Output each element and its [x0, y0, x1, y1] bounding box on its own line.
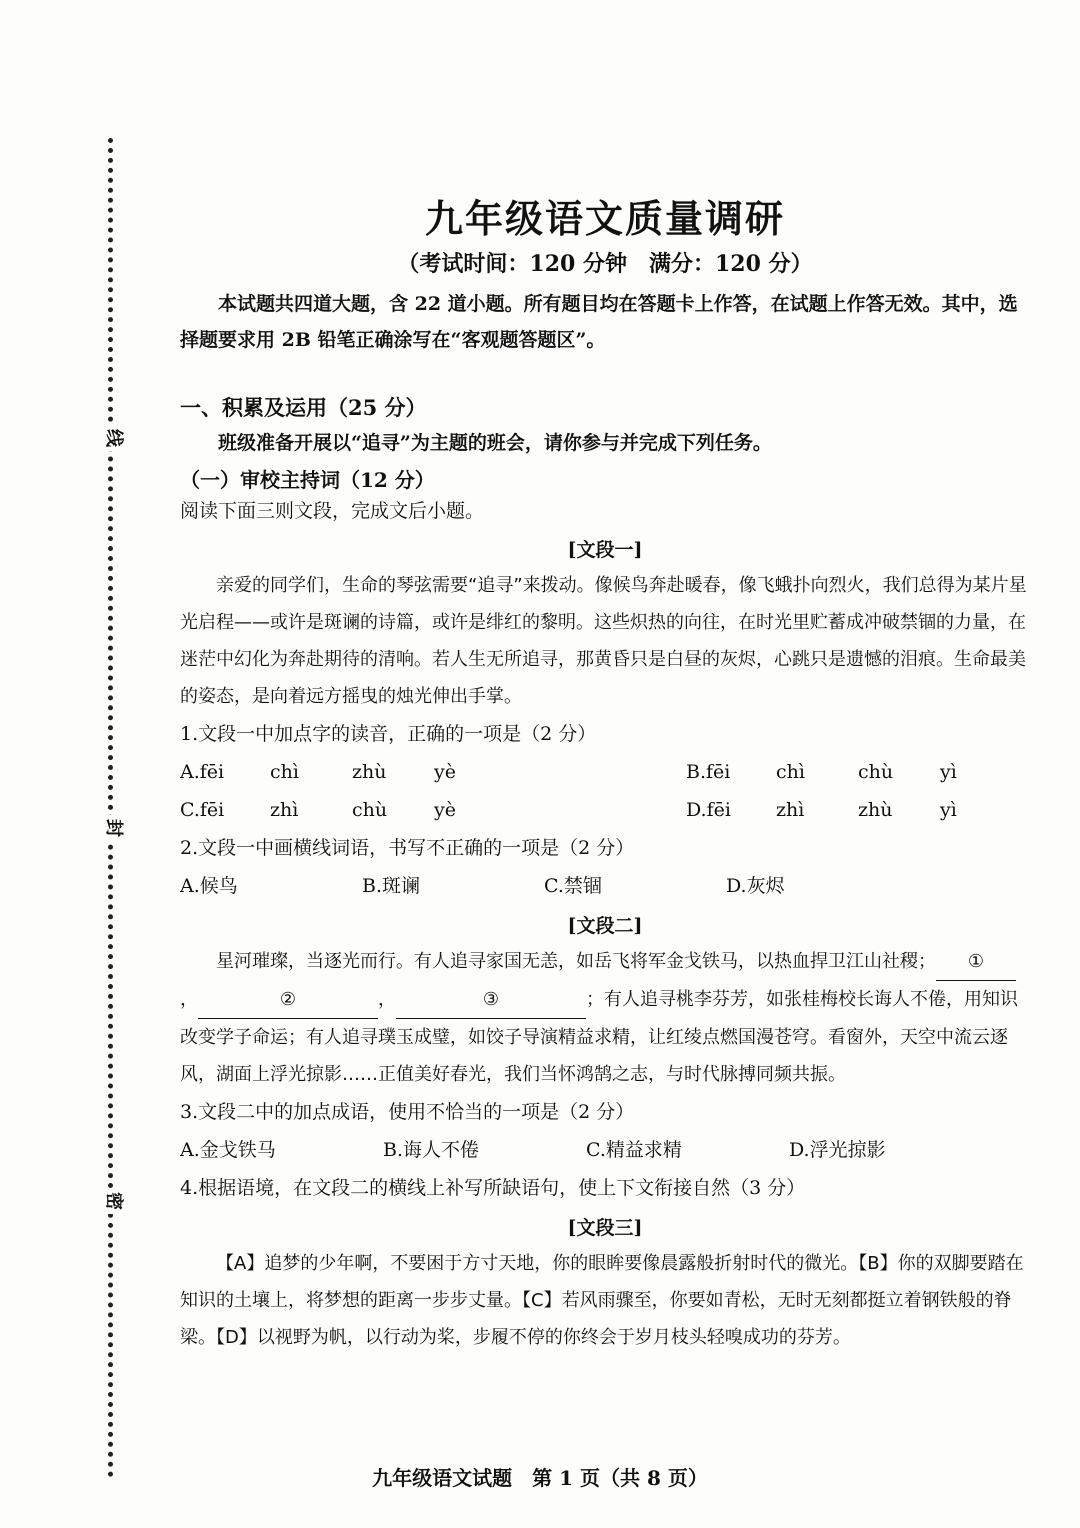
q1-option-d-2: zhì [776, 799, 805, 821]
page-footer: 九年级语文试题 第 1 页（共 8 页） [372, 1466, 708, 1490]
q3-option-c: C.精益求精 [586, 1139, 682, 1161]
passage-1-label: [文段一] [567, 539, 643, 561]
q1-option-c-1: C.fēi [180, 799, 225, 821]
passage-3-label: [文段三] [567, 1217, 643, 1239]
question-3-stem: 3.文段二中的加点成语，使用不恰当的一项是（2 分） [180, 1101, 635, 1123]
exam-page [180, 188, 1030, 1356]
q1-option-c-4: yè [434, 799, 456, 821]
q2-option-d: D.灰烬 [726, 875, 785, 897]
q1-option-b-2: chì [776, 761, 805, 783]
passage-2-label: [文段二] [567, 915, 643, 937]
q1-option-a-2: chì [270, 761, 299, 783]
blank-3: ③ [396, 981, 586, 1019]
q1-option-d-3: zhù [858, 799, 893, 821]
q1-option-c-3: chù [352, 799, 388, 821]
section-1-intro: 班级准备开展以“追寻”为主题的班会，请你参与并完成下列任务。 [218, 432, 772, 454]
binding-dotted-line [108, 138, 123, 1478]
binding-char-mi: 密 [100, 1188, 126, 1214]
q3-option-d: D.浮光掠影 [789, 1139, 886, 1161]
section-1-heading: 一、积累及运用（25 分） [180, 395, 427, 420]
q1-option-a-3: zhù [352, 761, 387, 783]
passage-1-text: 亲爱的同学们，生命的琴弦需要“追寻”来拨动。像候鸟奔赴暖春，像飞蛾扑向烈火，我们总得为某片星光启程——或许是斑谰的诗篇，或许是绯红的黎明。这些炽热的向往，在时光里贮蓄成冲破禁锢的力量，在迷茫中幻化为奔赴期待的清响。若人生无所追寻，那黄昏只是白昼的灰烬，心跳只是遗憾的泪痕。生命最美的姿态，是向着远方摇曳的烛光伸出手掌。 [180, 575, 1027, 707]
q1-option-d-4: yì [940, 799, 957, 821]
part-1-instruction: 阅读下面三则文段，完成文后小题。 [180, 500, 485, 522]
q2-option-b: B.斑谰 [362, 875, 421, 897]
q2-option-a: A.候鸟 [180, 875, 238, 897]
q1-option-b-4: yì [940, 761, 957, 783]
blank-1: ① [936, 943, 1016, 981]
q1-option-b-1: B.fēi [686, 761, 731, 783]
q3-option-b: B.诲人不倦 [383, 1139, 480, 1161]
question-2-stem: 2.文段一中画横线词语，书写不正确的一项是（2 分） [180, 837, 635, 859]
q1-option-c-2: zhì [270, 799, 299, 821]
exam-info: （考试时间：120 分钟 满分：120 分） [397, 251, 813, 277]
page-title: 九年级语文质量调研 [424, 196, 785, 241]
blank-2: ② [198, 981, 378, 1019]
q1-option-a-1: A.fēi [180, 761, 225, 783]
q1-option-d-1: D.fēi [686, 799, 731, 821]
passage-3-text: 【A】追梦的少年啊，不要困于方寸天地，你的眼眸要像晨露般折射时代的微光。【B】你的双脚要踏在知识的土壤上，将梦想的距离一步步丈量。【C】若风雨骤至，你要如青松，无时无刻都挺立着钢铁般的脊梁。【D】以视野为帆，以行动为桨，步履不停的你终会于岁月枝头轻嗅成功的芬芳。 [180, 1253, 1024, 1348]
question-2-options [180, 867, 1030, 905]
question-4-stem: 4.根据语境，在文段二的横线上补写所缺语句，使上下文衔接自然（3 分） [180, 1177, 806, 1199]
question-1-options-row-1 [180, 753, 1030, 791]
q1-option-a-4: yè [434, 761, 456, 783]
question-1-stem: 1.文段一中加点字的读音，正确的一项是（2 分） [180, 723, 597, 745]
question-1-options-row-2 [180, 791, 1030, 829]
passage-2-line-1: 星河璀璨，当逐光而行。有人追寻家国无恙，如岳飞将军金戈铁马，以热血捍卫江山社稷； [216, 951, 936, 972]
binding-char-feng: 封 [100, 815, 126, 841]
exam-instructions: 本试题共四道大题，含 22 道小题。所有题目均在答题卡上作答，在试题上作答无效。其中，选择题要求用 2B 铅笔正确涂写在“客观题答题区”。 [180, 293, 1018, 351]
part-1-heading: （一）审校主持词（12 分） [180, 468, 435, 492]
q3-option-a: A.金戈铁马 [180, 1139, 276, 1161]
question-3-options [180, 1131, 1030, 1169]
passage-2-rest: 诲人不倦，用知识改变学子命运；有人追寻璞玉成璧，如饺子导演精益求精，让红绫点燃国漫苍穹。看窗外，天空中流云逐风，湖面上浮光掠影……正值美好春光，我们当怀鸿鹄之志，与时代脉搏同频共振。 [180, 989, 1018, 1085]
binding-char-xian: 线 [100, 425, 126, 451]
passage-2-text: 星河璀璨，当逐光而行。有人追寻家国无恙，如岳飞将军金戈铁马，以热血捍卫江山社稷； ①， ② ， ③ ；有人追寻桃李芬芳，如张桂梅校长诲人不倦，用知识改变学子命运；有人追寻璞玉成璧，如饺子导演精益求精，让红绫点燃国漫苍穹。看窗外，天空中流云逐风，湖面上浮光掠影……正值美好春光，我们当怀鸿鹄之志，与时代脉搏同频共振。 [180, 943, 1030, 1093]
q2-option-c: C.禁锢 [544, 875, 602, 897]
passage-2-after-blanks: ；有人追寻桃李芬芳，如张桂梅校长 [586, 989, 874, 1010]
q1-option-b-3: chù [858, 761, 894, 783]
